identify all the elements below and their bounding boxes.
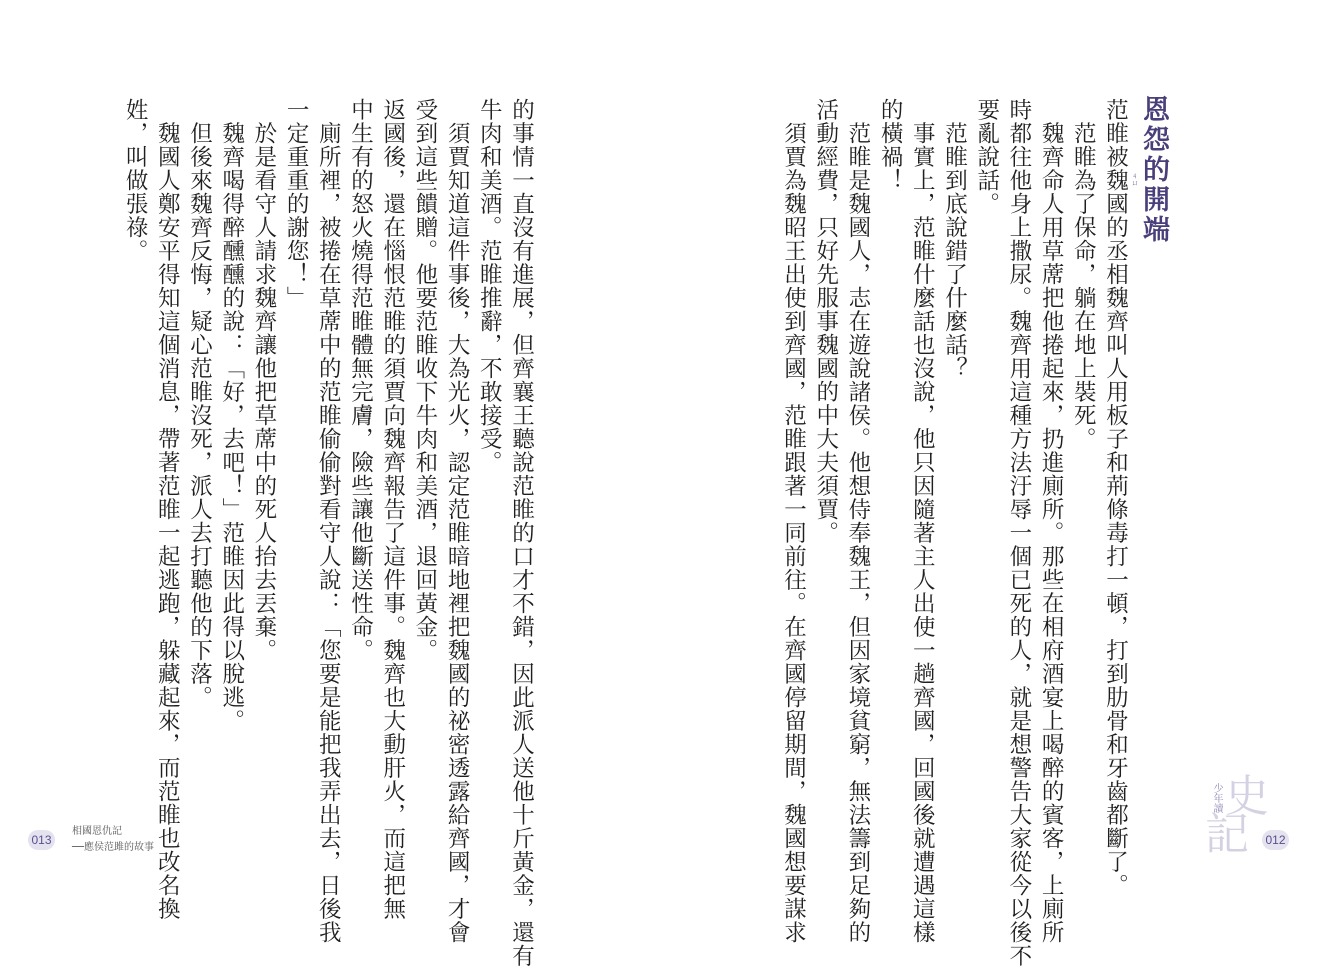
text-column: 活動經費，只好先服事魏國的中大夫須賈。 xyxy=(812,98,839,545)
text-column: 范睢為了保命，躺在地上裝死。 xyxy=(1070,98,1097,451)
text-column: 於是看守人請求魏齊讓他把草蓆中的死人抬去丟棄。 xyxy=(250,98,277,662)
page-number-left: 013 xyxy=(28,830,55,850)
text-column: 要亂說話。 xyxy=(973,98,1000,216)
text-column: 范睢到底說錯了什麼話？ xyxy=(941,98,968,380)
text-column: 事實上，范睢什麼話也沒說，他只因隨著主人出使一趟齊國，回國後就遭遇這樣 xyxy=(909,98,936,944)
text-column: 返國後，還在惱恨范睢的須賈向魏齊報告了這件事。魏齊也大動肝火，而這把無 xyxy=(379,98,406,921)
ruby-annotation: ㄐㄩ xyxy=(1131,172,1139,186)
book-subtitle: ──應侯范雎的故事 xyxy=(72,842,155,853)
text-column: 的事情一直沒有進展，但齊襄王聽說范睢的口才不錯，因此派人送他十斤黃金，還有 xyxy=(508,98,535,968)
section-heading: 恩怨的開端 xyxy=(1138,95,1169,245)
text-column: 范睢被魏國的丞相魏齊叫人用板子和荊條毒打一頓，打到肋骨和牙齒都斷了。 xyxy=(1102,98,1129,897)
book-title: 相國恩仇記 xyxy=(72,826,122,837)
text-column: 一定重重的謝您！」 xyxy=(283,98,310,310)
book-title-footer xyxy=(72,824,154,856)
text-column: 廁所裡，被捲在草蓆中的范睢偷偷對看守人說：「您要是能把我弄出去，日後我 xyxy=(315,98,342,944)
text-column: 中生有的怒火燒得范睢體無完膚，險些讓他斷送性命。 xyxy=(347,98,374,662)
logo-character-ji: 記 xyxy=(1205,809,1249,860)
text-column: 魏齊喝得醉醺醺的說：「好，去吧！」范睢因此得以脫逃。 xyxy=(218,98,245,733)
page-number-right: 012 xyxy=(1262,830,1289,850)
text-column: 但後來魏齊反悔，疑心范睢沒死，派人去打聽他的下落。 xyxy=(186,98,213,709)
text-column: 魏國人鄭安平得知這個消息，帶著范睢一起逃跑，躲藏起來，而范睢也改名換 xyxy=(154,98,181,921)
logo-subtitle: 少年讀 xyxy=(1211,783,1222,813)
text-column: 的橫禍！ xyxy=(877,98,904,192)
text-column: 姓，叫做張祿。 xyxy=(122,98,149,263)
text-column: 須賈為魏昭王出使到齊國，范睢跟著一同前往。在齊國停留期間，魏國想要謀求 xyxy=(780,98,807,944)
text-column: 受到這些饋贈。他要范睢收下牛肉和美酒，退回黃金。 xyxy=(411,98,438,662)
text-column: 須賈知道這件事後，大為光火，認定范睢暗地裡把魏國的祕密透露給齊國，才會 xyxy=(444,98,471,944)
text-column: 時都往他身上撒尿。魏齊用這種方法汙辱一個已死的人，就是想警告大家從今以後不 xyxy=(1005,98,1032,968)
text-column: 范睢是魏國人，志在遊說諸侯。他想侍奉魏王，但因家境貧窮，無法籌到足夠的 xyxy=(844,98,871,944)
logo-character-shi: 史 xyxy=(1225,771,1269,822)
text-column: 魏齊命人用草蓆把他捲起來，扔進廁所。那些在相府酒宴上喝醉的賓客，上廁所 xyxy=(1038,98,1065,944)
text-column: 牛肉和美酒。范睢推辭，不敢接受。 xyxy=(476,98,503,474)
